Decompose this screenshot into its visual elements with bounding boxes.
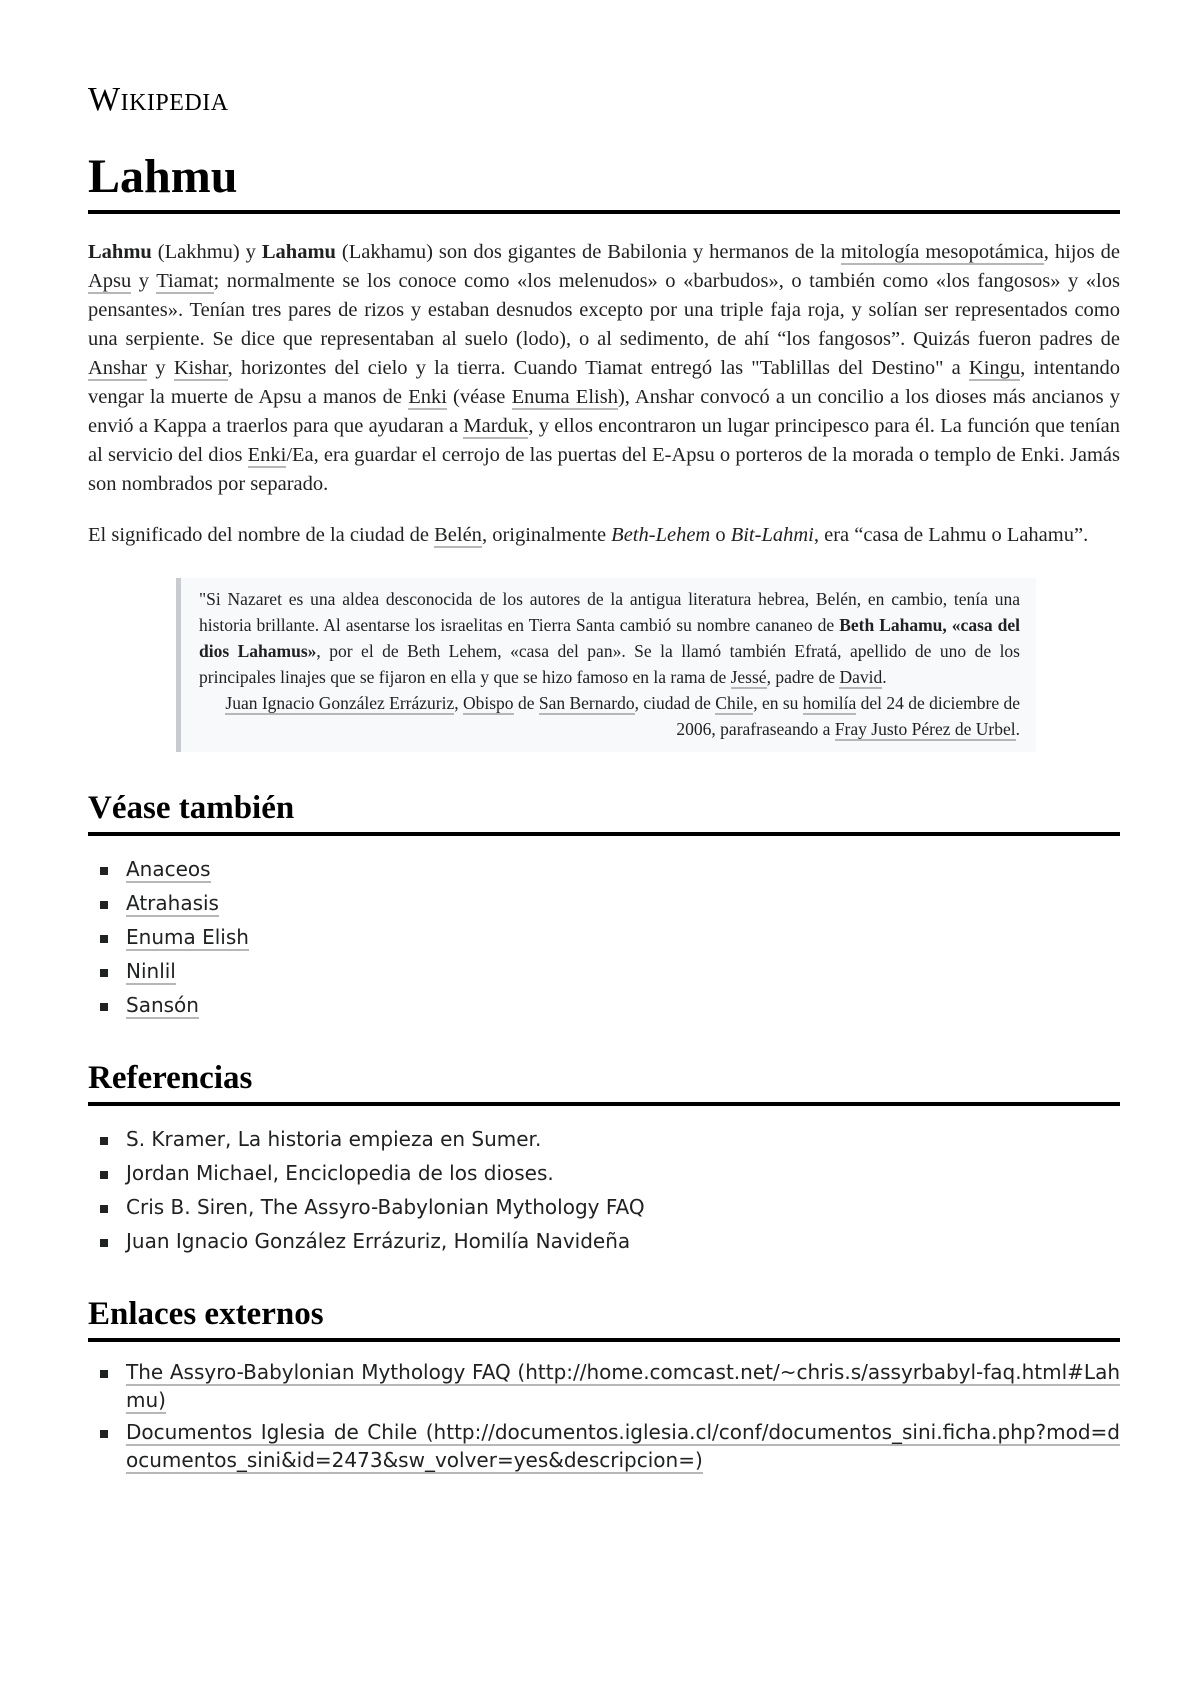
bold-term: Lahamu xyxy=(261,241,336,263)
intro-paragraph-2 xyxy=(88,521,1120,550)
list-item xyxy=(126,1358,1120,1414)
references-list xyxy=(88,1122,1120,1258)
link-mitologia-mesopotamica[interactable]: mitología mesopotámica xyxy=(840,241,1044,263)
link-atrahasis[interactable]: Atrahasis xyxy=(126,891,219,915)
link-enki[interactable]: Enki xyxy=(408,386,447,408)
quote-attribution xyxy=(199,690,1020,742)
text: "Si Nazaret es una aldea desconocida de los autores de la antigua literatura hebrea, Belén, en cambio, tenía una historia brillante. Al asentarse los israelitas en Tierra Santa cambió su nombre cananeo de xyxy=(199,589,1020,635)
link-apsu[interactable]: Apsu xyxy=(88,270,132,292)
intro-paragraph-1 xyxy=(88,238,1120,499)
external-links-heading: Enlaces externos xyxy=(88,1294,1120,1342)
external-link-documentos-iglesia[interactable]: Documentos Iglesia de Chile (http://documentos.iglesia.cl/conf/documentos_sini.ficha.php?mod=documentos_sini&id=2473&sw_volver=yes&descripcion=) xyxy=(126,1420,1120,1472)
text: , y ellos encontraron un lugar principesco para él. La función que tenían al servicio del dios xyxy=(88,415,1120,466)
list-item xyxy=(126,988,1120,1022)
link-david[interactable]: David xyxy=(839,667,883,687)
link-jesse[interactable]: Jessé xyxy=(730,667,767,687)
text: /Ea, era guardar el cerrojo de las puertas del E-Apsu o porteros de la morada o templo de Enki. Jamás son nombrados por separado. xyxy=(88,444,1120,495)
text: , xyxy=(454,693,463,713)
link-kingu[interactable]: Kingu xyxy=(968,357,1021,379)
link-anshar[interactable]: Anshar xyxy=(88,357,148,379)
link-kishar[interactable]: Kishar xyxy=(173,357,228,379)
text: del 24 de diciembre de 2006, parafraseando a xyxy=(676,693,1020,739)
text: El significado del nombre de la ciudad de xyxy=(88,524,435,546)
external-link-assyro-babylonian-faq[interactable]: The Assyro-Babylonian Mythology FAQ (http://home.comcast.net/~chris.s/assyrbabyl-faq.html#Lahmu) xyxy=(126,1360,1120,1412)
text: (Lakhmu) y xyxy=(151,241,262,263)
reference-item: S. Kramer, La historia empieza en Sumer. xyxy=(126,1122,1120,1156)
page-title: Lahmu xyxy=(88,148,1120,214)
link-enki-2[interactable]: Enki xyxy=(247,444,287,466)
article xyxy=(88,80,1120,1478)
list-item xyxy=(126,920,1120,954)
text: y xyxy=(147,357,174,379)
link-chile[interactable]: Chile xyxy=(715,693,754,713)
link-homilia[interactable]: homilía xyxy=(802,693,857,713)
italic-term: Bit-Lahmi xyxy=(730,524,814,546)
list-item xyxy=(126,852,1120,886)
blockquote xyxy=(176,578,1036,752)
link-sanson[interactable]: Sansón xyxy=(126,993,199,1017)
text: ), Anshar convocó a un concilio a los dioses más ancianos y envió a Kappa a traerlos para que ayudaran a xyxy=(88,386,1121,437)
list-item xyxy=(126,1418,1120,1474)
text: , originalmente xyxy=(481,524,612,546)
reference-item: Jordan Michael, Enciclopedia de los dioses. xyxy=(126,1156,1120,1190)
link-san-bernardo[interactable]: San Bernardo xyxy=(538,693,635,713)
link-marduk[interactable]: Marduk xyxy=(463,415,529,437)
see-also-section xyxy=(88,788,1120,1022)
link-ninlil[interactable]: Ninlil xyxy=(126,959,176,983)
reference-item: Juan Ignacio González Errázuriz, Homilía Navideña xyxy=(126,1224,1120,1258)
reference-item: Cris B. Siren, The Assyro-Babylonian Mythology FAQ xyxy=(126,1190,1120,1224)
link-juan-ignacio-gonzalez[interactable]: Juan Ignacio González Errázuriz xyxy=(225,693,455,713)
text: . xyxy=(1015,719,1020,739)
text: ; normalmente se los conoce como «los melenudos» o «barbudos», o también como «los fangosos» y «los pensantes». Tenían tres pares de rizos y estaban desnudos excepto por una triple faja roja, y solían ser representados como una serpiente. Se dice que representaban al suelo (lodo), o al sedimento, de ahí “los fangosos”. Quizás fueron padres de xyxy=(88,270,1120,350)
text: , era “casa de Lahmu o Lahamu”. xyxy=(813,524,1089,546)
text: (Lakhamu) son dos gigantes de Babilonia y hermanos de la xyxy=(335,241,841,263)
text: , horizontes del cielo y la tierra. Cuando Tiamat entregó las "Tablillas del Destino" a xyxy=(227,357,969,379)
text: , intentando vengar la muerte de Apsu a manos de xyxy=(88,357,1120,408)
link-belen[interactable]: Belén xyxy=(434,524,482,546)
text: . xyxy=(882,667,887,687)
external-links-section xyxy=(88,1294,1120,1474)
link-tiamat[interactable]: Tiamat xyxy=(156,270,214,292)
references-section xyxy=(88,1058,1120,1258)
text: , en su xyxy=(753,693,803,713)
link-obispo[interactable]: Obispo xyxy=(463,693,514,713)
link-enuma-elish[interactable]: Enuma Elish xyxy=(511,386,618,408)
link-enuma-elish-list[interactable]: Enuma Elish xyxy=(126,925,249,949)
bold-term: Lahmu xyxy=(88,241,152,263)
italic-term: Beth-Lehem xyxy=(611,524,711,546)
bold-term: Beth Lahamu, «casa del dios Lahamus» xyxy=(199,615,1020,661)
references-heading: Referencias xyxy=(88,1058,1120,1106)
text: , ciudad de xyxy=(634,693,716,713)
text: y xyxy=(131,270,157,292)
link-fray-justo-perez[interactable]: Fray Justo Pérez de Urbel xyxy=(834,719,1016,739)
wikipedia-logo[interactable]: Wikipedia xyxy=(88,81,229,118)
text: (véase xyxy=(446,386,512,408)
text: , por el de Beth Lehem, «casa del pan». Se la llamó también Efratá, apellido de uno de los principales linajes que se fijaron en ella y que se hizo famoso en la rama de xyxy=(199,641,1020,687)
text: , hijos de xyxy=(1043,241,1120,263)
text: de xyxy=(513,693,539,713)
link-anaceos[interactable]: Anaceos xyxy=(126,857,211,881)
list-item xyxy=(126,886,1120,920)
see-also-list xyxy=(88,852,1120,1022)
external-links-list xyxy=(88,1358,1120,1474)
list-item xyxy=(126,954,1120,988)
text: , padre de xyxy=(766,667,840,687)
quote-text xyxy=(199,586,1020,690)
text: o xyxy=(710,524,731,546)
article-body xyxy=(88,238,1120,752)
see-also-heading: Véase también xyxy=(88,788,1120,836)
